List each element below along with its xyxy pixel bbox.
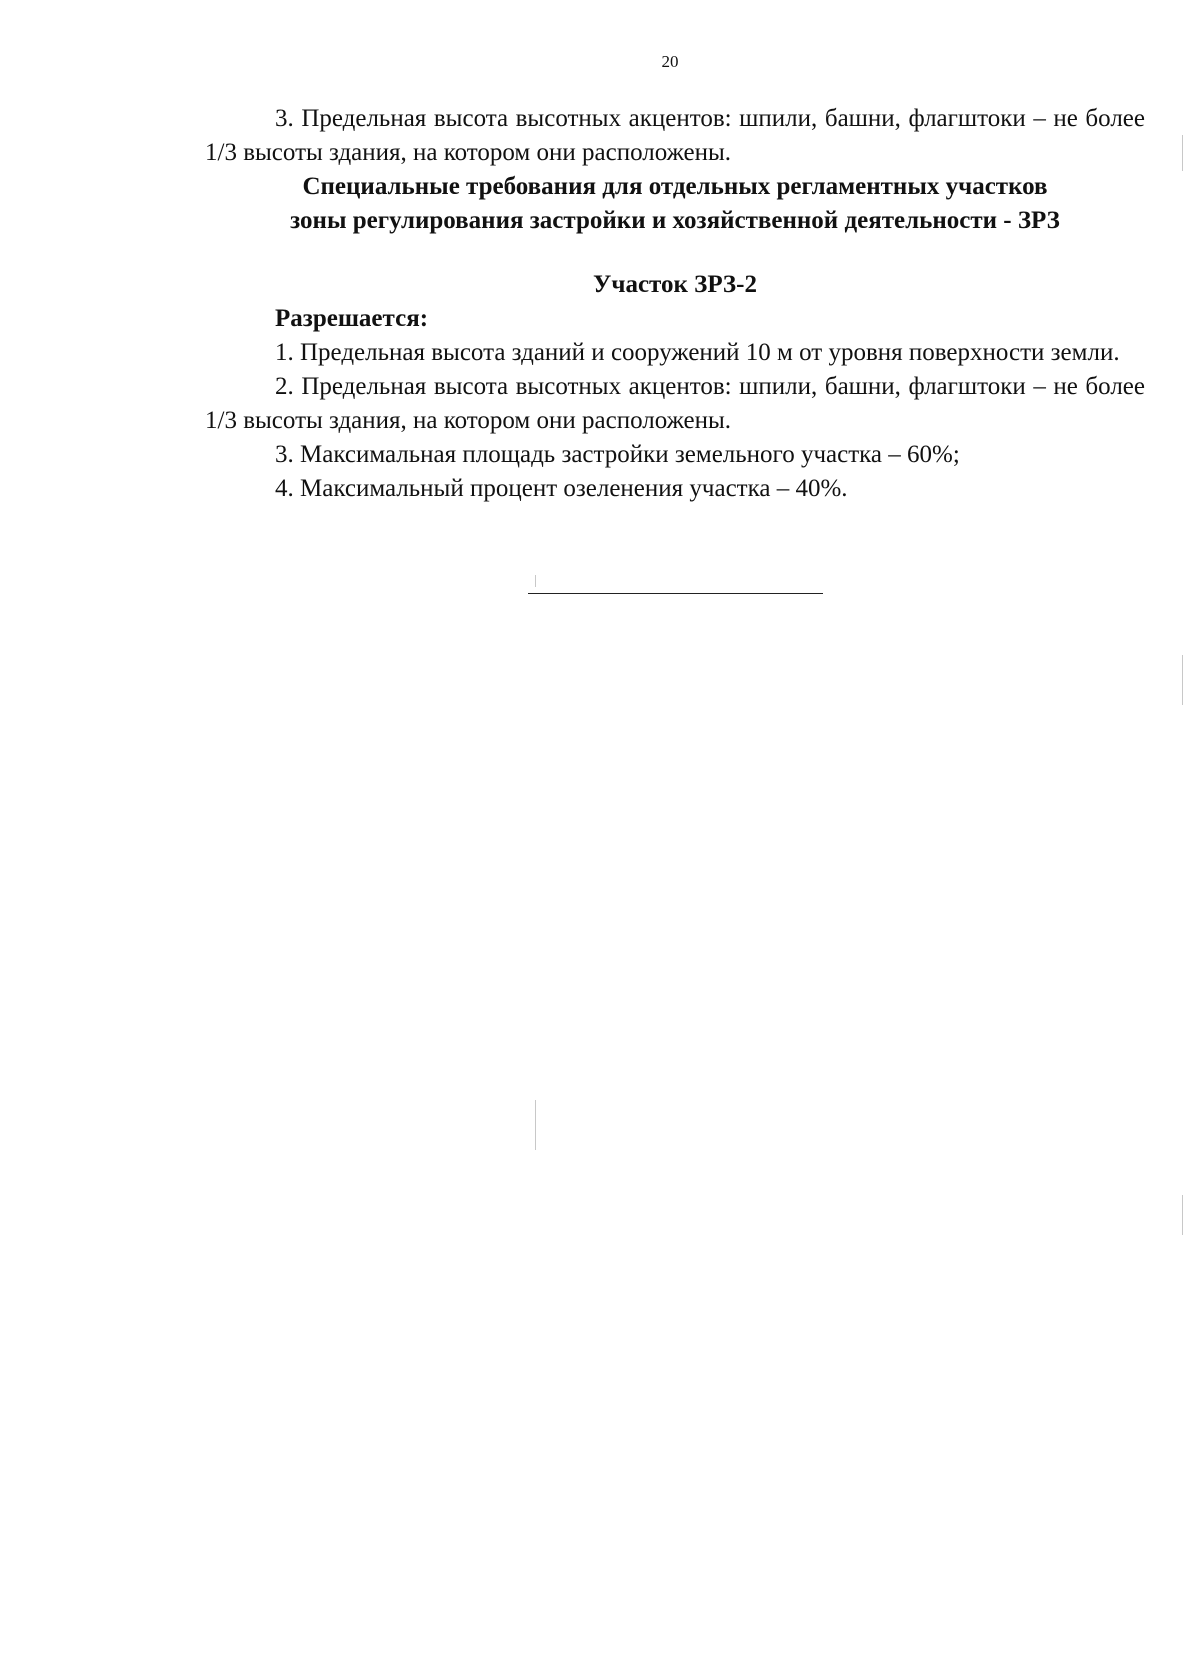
- scan-artifact: [535, 1100, 536, 1150]
- list-item: 4. Максимальный процент озеленения участка – 40%.: [275, 475, 848, 502]
- page-number: 20: [661, 52, 679, 71]
- scan-artifact: [1182, 655, 1183, 705]
- intro-block: [205, 102, 1145, 170]
- subsection-title-block: [205, 268, 1145, 302]
- scan-artifact: [1182, 1195, 1183, 1235]
- allowed-label: Разрешается:: [275, 305, 429, 332]
- intro-item: 3. Предельная высота высотных акцентов: шпили, башни, флагштоки – не более 1/3 высоты здания, на котором они расположены.: [205, 105, 1145, 166]
- allowed-label-block: [205, 302, 1145, 336]
- section-heading-line2: зоны регулирования застройки и хозяйственной деятельности - ЗРЗ: [290, 207, 1060, 234]
- section-heading-line1: Специальные требования для отдельных регламентных участков: [302, 173, 1048, 200]
- list-item: 1. Предельная высота зданий и сооружений 10 м от уровня поверхности земли.: [275, 339, 1120, 366]
- scan-artifact: [1182, 135, 1183, 171]
- list-item: 2. Предельная высота высотных акцентов: шпили, башни, флагштоки – не более 1/3 высоты здания, на котором они расположены.: [205, 373, 1145, 434]
- section-heading: [205, 170, 1145, 238]
- subsection-title: Участок ЗРЗ-2: [593, 271, 757, 298]
- scan-artifact: [535, 575, 536, 587]
- list-item: 3. Максимальная площадь застройки земельного участка – 60%;: [275, 441, 960, 468]
- end-divider: [528, 593, 823, 594]
- requirements-list: [205, 336, 1145, 506]
